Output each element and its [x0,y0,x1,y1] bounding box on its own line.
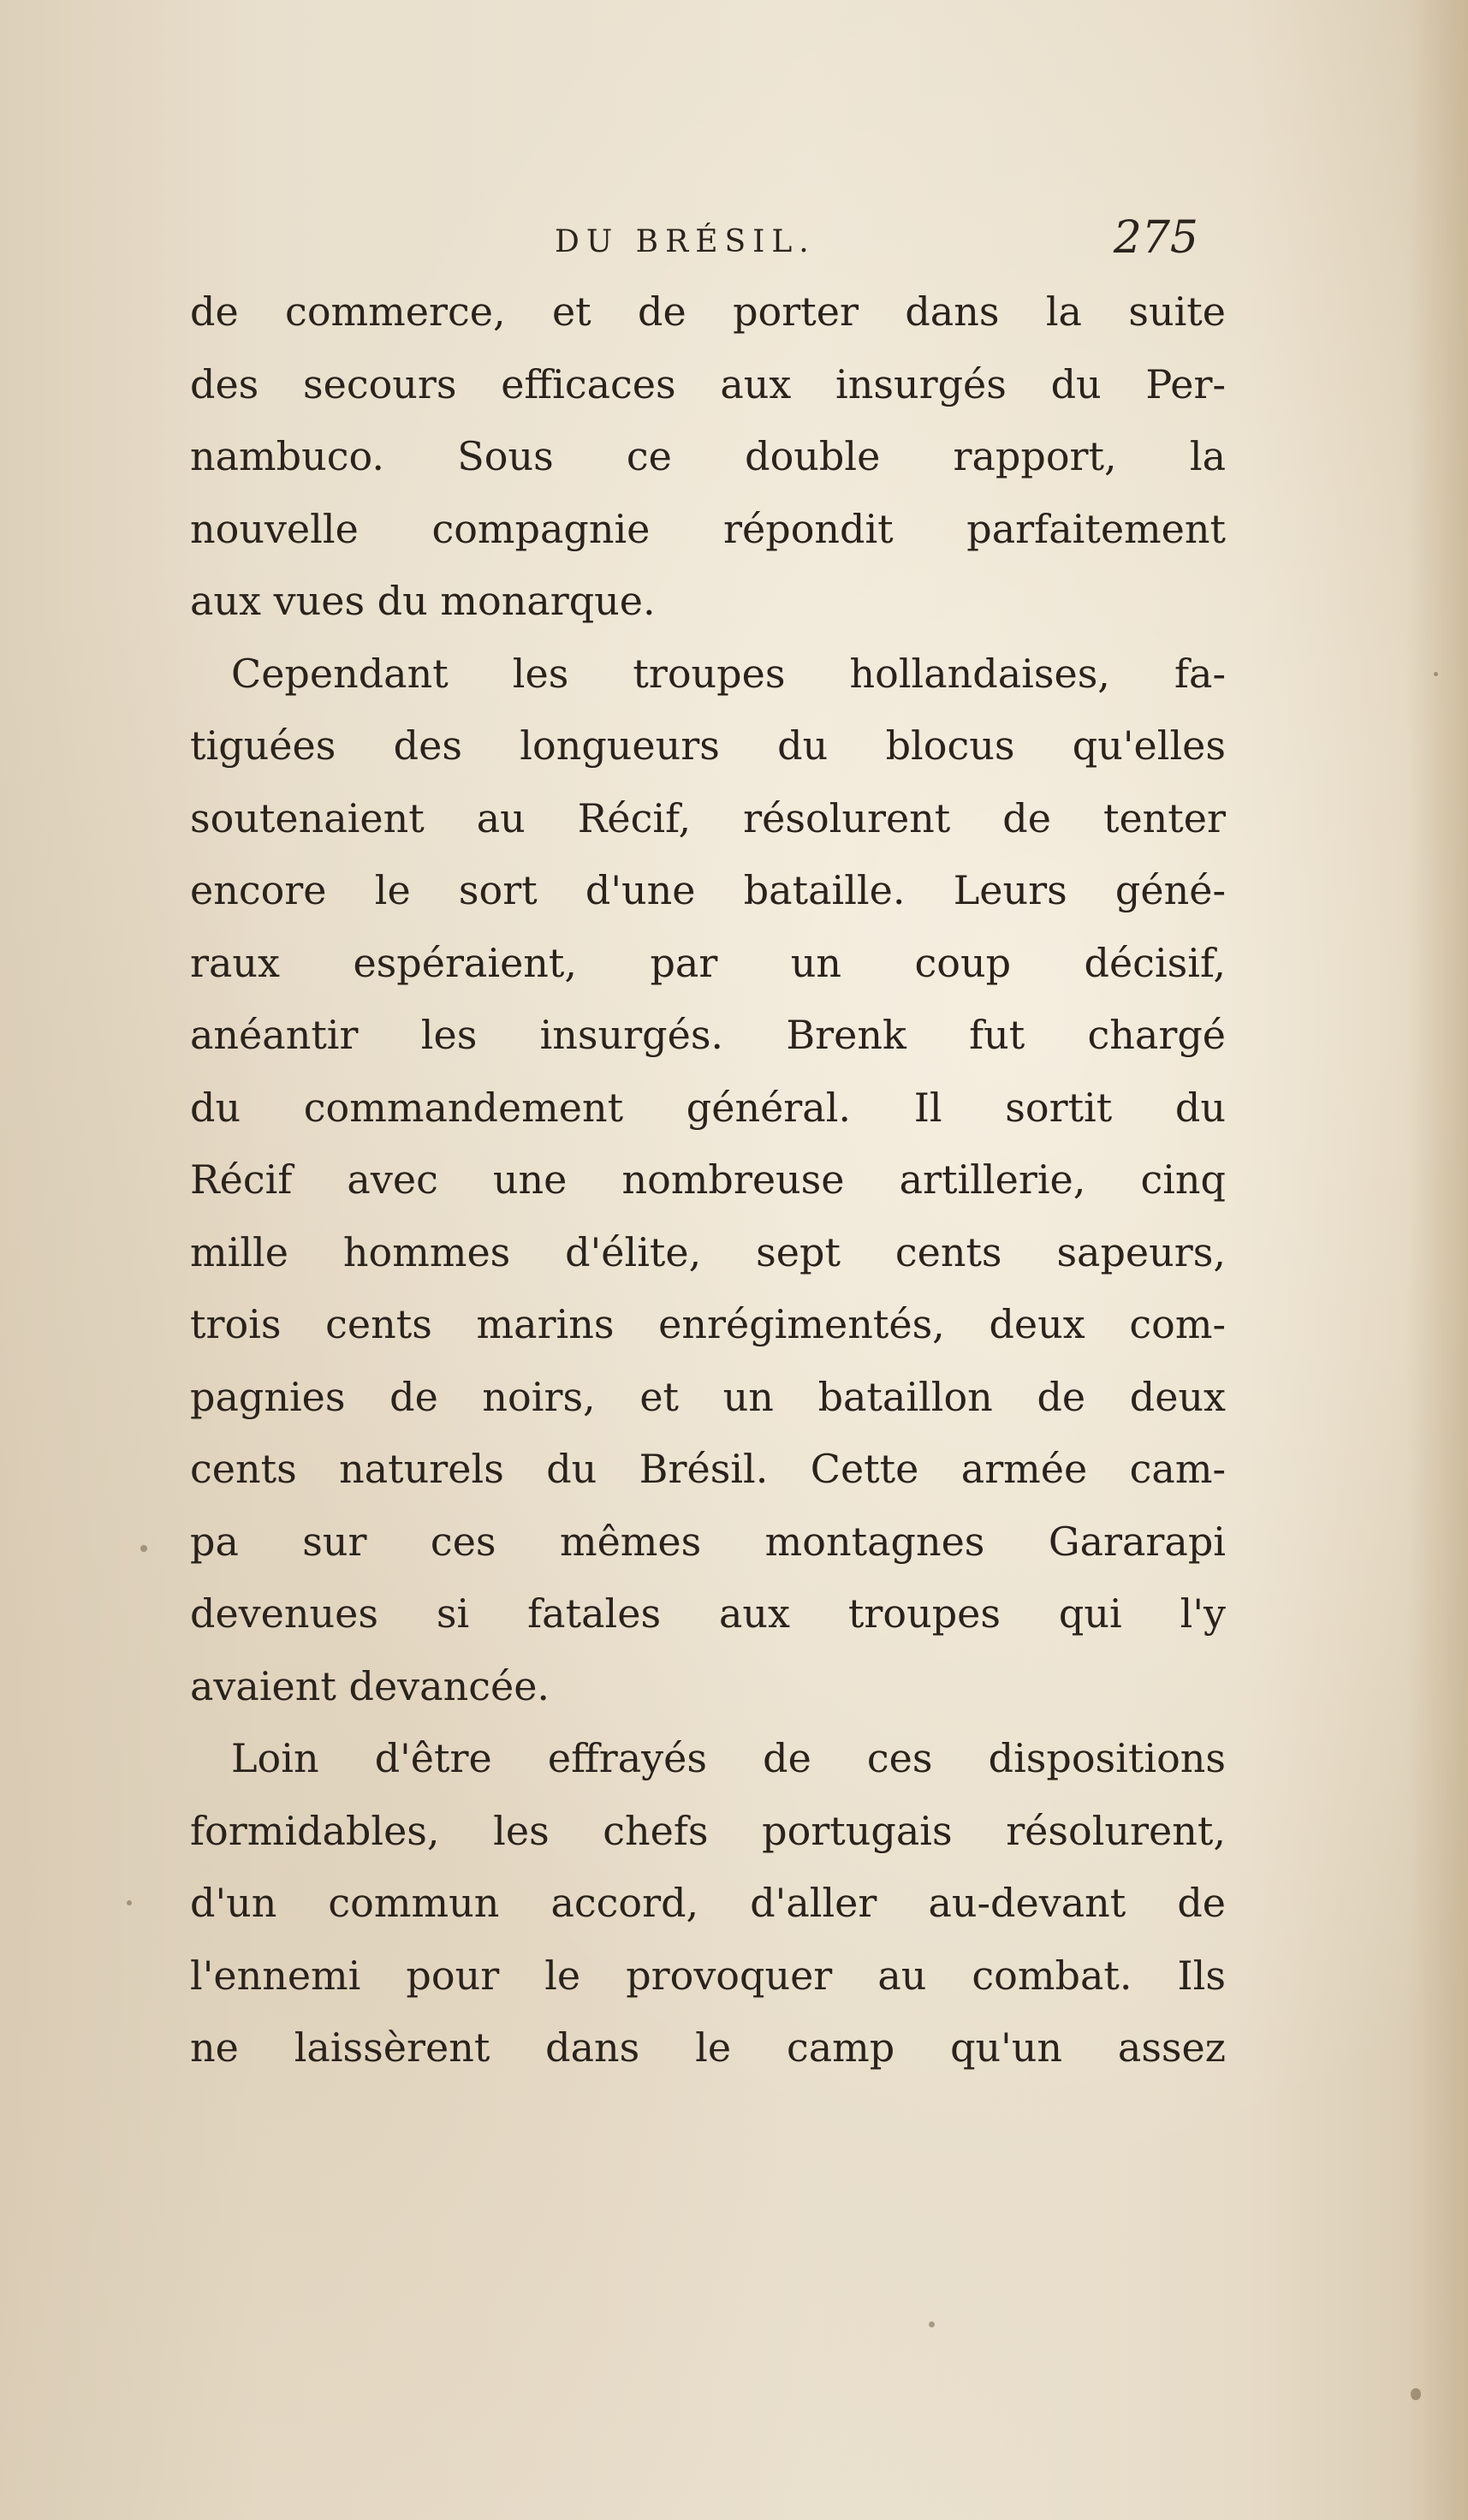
text-line: formidables, les chefs portugais résolurent, [190,1807,1226,1854]
text-line: mille hommes d'élite, sept cents sapeurs, [190,1228,1226,1275]
paper-speck [1411,2388,1421,2400]
text-line: ne laissèrent dans le camp qu'un assez [190,2024,1226,2071]
text-line: pa sur ces mêmes montagnes Gararapi [190,1518,1226,1565]
running-head: DU BRÉSIL. [555,224,816,259]
text-line: aux vues du monarque. [190,578,656,624]
text-line: tiguées des longueurs du blocus qu'elles [190,722,1226,769]
page-edge-shadow [1408,0,1468,2520]
text-line: soutenaient au Récif, résolurent de tenter [190,794,1226,841]
text-line: d'un commun accord, d'aller au-devant de [190,1880,1226,1926]
text-line: Récif avec une nombreuse artillerie, cinq [190,1156,1226,1203]
text-line: anéantir les insurgés. Brenk fut chargé [190,1012,1226,1058]
text-line: des secours efficaces aux insurgés du Per- [190,360,1226,407]
text-line: cents naturels du Brésil. Cette armée cam- [190,1446,1226,1492]
text-line: encore le sort d'une bataille. Leurs géné- [190,867,1226,913]
text-line: du commandement général. Il sortit du [190,1084,1226,1131]
paper-speck [127,1900,132,1905]
page-number: 275 [1113,212,1198,264]
text-line: de commerce, et de porter dans la suite [190,288,1226,335]
text-line: nambuco. Sous ce double rapport, la [190,433,1226,479]
paper-speck [140,1545,147,1552]
text-line: nouvelle compagnie répondit parfaitement [190,505,1226,552]
text-line: Loin d'être effrayés de ces dispositions [231,1735,1226,1781]
text-line: avaient devancée. [190,1662,550,1709]
text-line: l'ennemi pour le provoquer au combat. Ils [190,1952,1226,1999]
text-line: raux espéraient, par un coup décisif, [190,939,1226,986]
body-text [190,276,1226,2084]
paper-speck [929,2321,935,2327]
text-line: pagnies de noirs, et un bataillon de deux [190,1373,1226,1420]
page-header [187,212,1214,272]
text-line: trois cents marins enrégimentés, deux com- [190,1301,1226,1347]
paper-speck [1434,672,1438,676]
text-line: devenues si fatales aux troupes qui l'y [190,1590,1226,1637]
text-line: Cependant les troupes hollandaises, fa- [231,650,1226,697]
